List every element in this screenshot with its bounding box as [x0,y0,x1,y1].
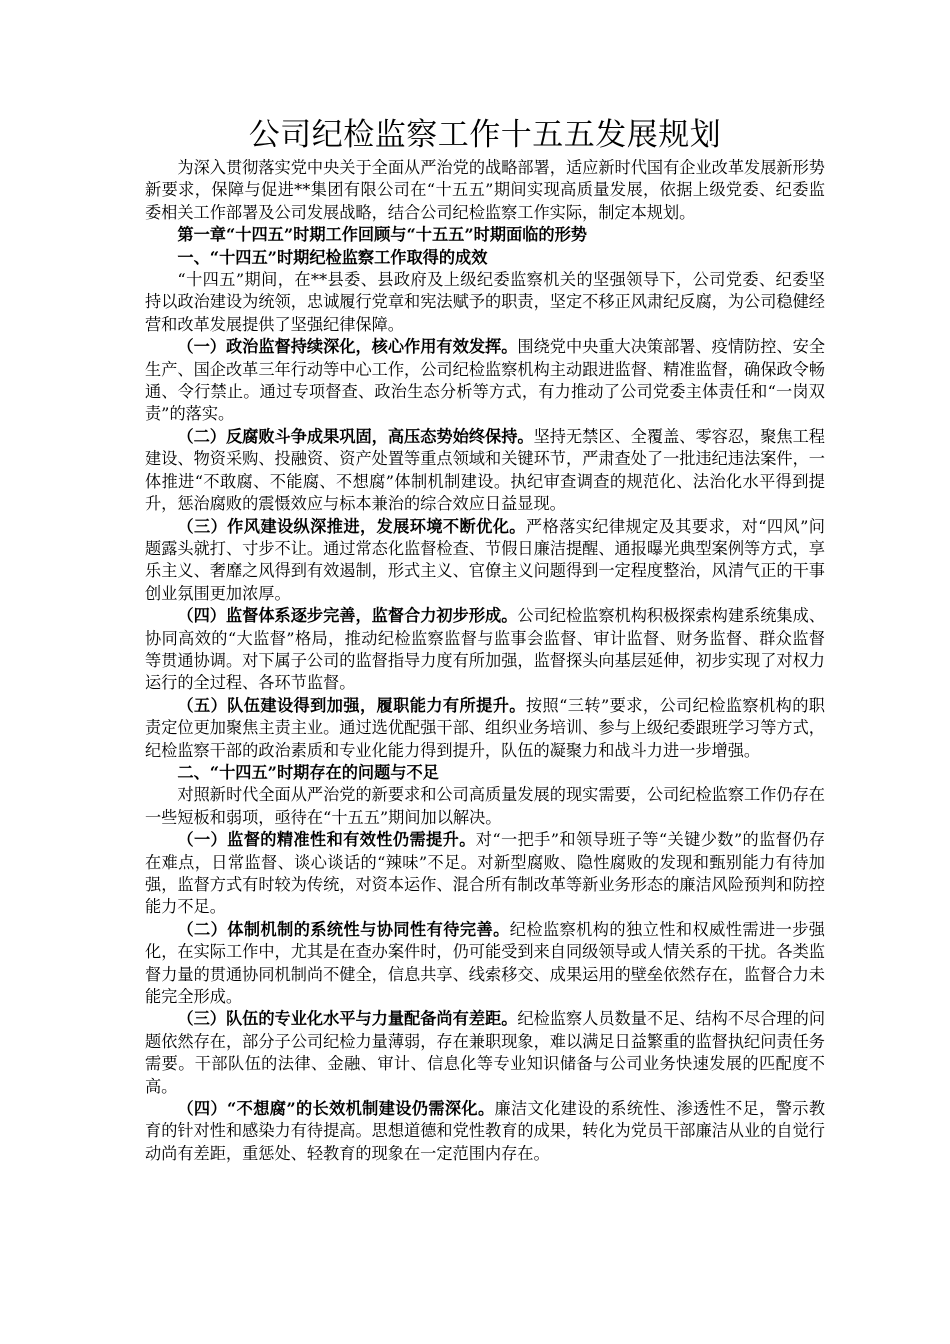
paragraph-body: 公司纪检监察机构积极探索构建系统集成、协同高效的“大监督”格局，推动纪检监察监督与监事会监督、审计监督、财务监督、群众监督等贯通协调。对下属子公司的监督指导力度有所加强，监督探头向基层延伸，初步实现了对权力运行的全过程、各环节监督。 [145,606,826,693]
achievement-paragraph [145,336,825,426]
paragraph-body: 按照“三转”要求，公司纪检监察机构的职责定位更加聚焦主责主业。通过选优配强干部、组织业务培训、参与上级纪委跟班学习等方式，纪检监察干部的政治素质和专业化能力得到提升，队伍的凝聚力和战斗力进一步增强。 [145,695,825,760]
chapter-heading: 第一章“十四五”时期工作回顾与“十五五”时期面临的形势 [177,225,587,245]
paragraph-body: 纪检监察机构的独立性和权威性需进一步强化，在实际工作中，尤其是在查办案件时，仍可能受到来自同级领导或人情关系的干扰。各类监督力量的贯通协同机制尚不健全，信息共享、线索移交、成果运用的壁垒依然存在，监督合力未能完全形成。 [145,919,825,1007]
achievement-paragraph [145,695,825,762]
achievement-paragraph [145,426,825,516]
problem-paragraph [145,829,825,919]
problem-paragraph [145,1098,825,1165]
problem-paragraph [145,1008,825,1098]
paragraph-body: 廉洁文化建设的系统性、渗透性不足，警示教育的针对性和感染力有待提高。思想道德和党性教育的成果，转化为党员干部廉洁从业的自觉行动尚有差距，重惩处、轻教育的现象在一定范围内存在。 [145,1099,826,1163]
achievement-paragraph [145,516,825,606]
achievement-paragraph [145,605,825,695]
intro-paragraph: 为深入贯彻落实党中央关于全面从严治党的战略部署，适应新时代国有企业改革发展新形势新要求，保障与促进**集团有限公司在“十五五”期间实现高质量发展，依据上级党委、纪委监委相关工作部署及公司发展战略，结合公司纪检监察工作实际，制定本规划。 [145,158,825,222]
paragraph-lead: （二）反腐败斗争成果巩固，高压态势始终保持。 [177,426,534,446]
document-title: 公司纪检监察工作十五五发展规划 [248,117,722,153]
section-intro-achievements: “十四五”期间，在**县委、县政府及上级纪委监察机关的坚强领导下，公司党委、纪委坚持以政治建设为统领，忠诚履行党章和宪法赋予的职责，坚定不移正风肃纪反腐，为公司稳健经营和改革发展提供了坚强纪律保障。 [145,270,825,334]
paragraph-body: 严格落实纪律规定及其要求，对“四风”问题露头就打、寸步不让。通过常态化监督检查、节假日廉洁提醒、通报曝光典型案例等方式，享乐主义、奢靡之风得到有效遏制，形式主义、官僚主义问题得到一定程度整治，风清气正的干事创业氛围更加浓厚。 [145,516,825,603]
paragraph-body: 对“一把手”和领导班子等“关键少数”的监督仍存在难点，日常监督、谈心谈话的“辣味”不足。对新型腐败、隐性腐败的发现和甄别能力有待加强，监督方式有时较为传统，对资本运作、混合所有制改革等新业务形态的廉洁风险预判和防控能力不足。 [145,830,826,917]
paragraph-lead: （一）监督的精准性和有效性仍需提升。 [177,830,476,850]
document-page [145,115,825,1165]
paragraph-body: 坚持无禁区、全覆盖、零容忍，聚焦工程建设、物资采购、投融资、资产处置等重点领域和关键环节，严肃查处了一批违纪违法案件，一体推进“不敢腐、不能腐、不想腐”体制机制建设。执纪审查调查的规范化、法治化水平得到提升，惩治腐败的震慑效应与标本兼治的综合效应日益显现。 [145,426,825,514]
paragraph-lead: （三）作风建设纵深推进，发展环境不断优化。 [177,516,526,536]
paragraph-lead: （三）队伍的专业化水平与力量配备尚有差距。 [177,1009,518,1029]
paragraph-lead: （五）队伍建设得到加强，履职能力有所提升。 [177,695,526,715]
paragraph-lead: （四）“不想腐”的长效机制建设仍需深化。 [177,1099,495,1119]
paragraph-body: 纪检监察人员数量不足、结构不尽合理的问题依然存在，部分子公司纪检力量薄弱，存在兼职现象，难以满足日益繁重的监督执纪问责任务需要。干部队伍的法律、金融、审计、信息化等专业知识储备与公司业务快速发展的匹配度不高。 [145,1009,826,1096]
problem-paragraph [145,919,825,1009]
paragraph-lead: （四）监督体系逐步完善，监督合力初步形成。 [177,606,518,626]
paragraph-lead: （一）政治监督持续深化，核心作用有效发挥。 [177,337,518,357]
paragraph-lead: （二）体制机制的系统性与协同性有待完善。 [177,919,510,939]
section-heading-problems: 二、“十四五”时期存在的问题与不足 [177,762,439,782]
paragraph-body: 围绕党中央重大决策部署、疫情防控、安全生产、国企改革三年行动等中心工作，公司纪检监察机构主动跟进监督、精准监督，确保政令畅通、令行禁止。通过专项督查、政治生态分析等方式，有力推动了公司党委主体责任和“一岗双责”的落实。 [145,337,826,424]
section-heading-achievements: 一、“十四五”时期纪检监察工作取得的成效 [177,247,488,267]
section-intro-problems: 对照新时代全面从严治党的新要求和公司高质量发展的现实需要，公司纪检监察工作仍存在一些短板和弱项，亟待在“十五五”期间加以解决。 [145,785,825,827]
